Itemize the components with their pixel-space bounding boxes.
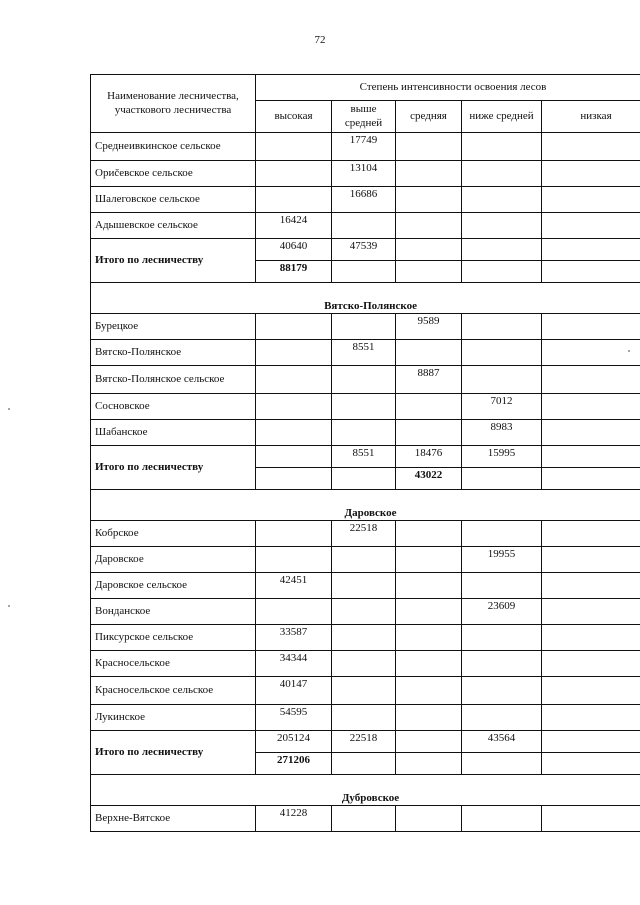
total-value-cell [396, 239, 462, 261]
total-value-cell [542, 239, 640, 261]
value-cell [462, 213, 542, 239]
value-cell: 16424 [256, 213, 332, 239]
section-row [91, 490, 640, 521]
empty-cell [396, 753, 462, 775]
forestry-name: Вонданское [91, 599, 256, 625]
forestry-name: Даровское сельское [91, 573, 256, 599]
value-cell [396, 573, 462, 599]
value-cell [542, 187, 640, 213]
scan-speck [8, 605, 10, 607]
value-cell [396, 677, 462, 705]
scan-speck [8, 408, 10, 410]
value-cell [332, 213, 396, 239]
total-value-cell [256, 446, 332, 468]
value-cell: 23609 [462, 599, 542, 625]
value-cell [332, 314, 396, 340]
value-cell [396, 213, 462, 239]
value-cell [256, 187, 332, 213]
table-row [91, 394, 640, 420]
forestry-name: Лукинское [91, 705, 256, 731]
value-cell [396, 394, 462, 420]
forestry-name: Шабанское [91, 420, 256, 446]
value-cell [542, 314, 640, 340]
value-cell [462, 651, 542, 677]
total-value-cell [462, 239, 542, 261]
grand-total-cell: 271206 [256, 753, 332, 775]
total-value-cell [542, 446, 640, 468]
total-value-cell: 47539 [332, 239, 396, 261]
value-cell [542, 547, 640, 573]
grand-total-cell: 43022 [396, 468, 462, 490]
value-cell: 40147 [256, 677, 332, 705]
section-row [91, 775, 640, 806]
value-cell [396, 420, 462, 446]
header-col-below-average: ниже средней [462, 101, 542, 133]
value-cell [462, 314, 542, 340]
table-row [91, 806, 640, 832]
value-cell [542, 366, 640, 394]
header-col-low: низкая [542, 101, 640, 133]
table-row [91, 420, 640, 446]
value-cell [256, 314, 332, 340]
value-cell [396, 340, 462, 366]
header-name-column: Наименование лесничества, участкового лесничества [91, 75, 256, 133]
table-row [91, 366, 640, 394]
total-label: Итого по лесничеству [91, 446, 256, 490]
table-row [91, 547, 640, 573]
table-row [91, 677, 640, 705]
total-value-cell: 205124 [256, 731, 332, 753]
value-cell [396, 547, 462, 573]
forestry-name: Пиксурское сельское [91, 625, 256, 651]
value-cell [256, 394, 332, 420]
forestry-name: Кобрское [91, 521, 256, 547]
forestry-name: Адышевское сельское [91, 213, 256, 239]
total-row [91, 239, 640, 261]
value-cell [462, 806, 542, 832]
value-cell [542, 651, 640, 677]
value-cell [542, 677, 640, 705]
value-cell: 41228 [256, 806, 332, 832]
forestry-name: Бурецкое [91, 314, 256, 340]
value-cell [462, 133, 542, 161]
value-cell: 19955 [462, 547, 542, 573]
empty-cell [542, 468, 640, 490]
value-cell [542, 806, 640, 832]
value-cell [332, 366, 396, 394]
value-cell [462, 573, 542, 599]
empty-cell [396, 261, 462, 283]
total-row [91, 446, 640, 468]
value-cell [396, 599, 462, 625]
value-cell [332, 420, 396, 446]
table-row [91, 314, 640, 340]
value-cell [256, 420, 332, 446]
empty-cell [462, 468, 542, 490]
forestry-name: Вятско-Полянское сельское [91, 366, 256, 394]
value-cell [256, 599, 332, 625]
value-cell [396, 625, 462, 651]
table-row [91, 521, 640, 547]
value-cell [462, 521, 542, 547]
value-cell: 33587 [256, 625, 332, 651]
value-cell: 8887 [396, 366, 462, 394]
value-cell [332, 547, 396, 573]
table-row [91, 651, 640, 677]
value-cell [256, 521, 332, 547]
empty-cell [332, 261, 396, 283]
empty-cell [462, 753, 542, 775]
forestry-name: Ориčевское сельское [91, 161, 256, 187]
value-cell: 7012 [462, 394, 542, 420]
value-cell [542, 705, 640, 731]
value-cell [396, 705, 462, 731]
table-row [91, 625, 640, 651]
value-cell: 42451 [256, 573, 332, 599]
total-value-cell: 22518 [332, 731, 396, 753]
forestry-name: Красносельское [91, 651, 256, 677]
total-label: Итого по лесничеству [91, 731, 256, 775]
forestry-name: Среднеивкинское сельское [91, 133, 256, 161]
value-cell: 8983 [462, 420, 542, 446]
value-cell [462, 340, 542, 366]
value-cell: 54595 [256, 705, 332, 731]
section-row [91, 283, 640, 314]
value-cell [256, 340, 332, 366]
forestry-name: Верхне-Вятское [91, 806, 256, 832]
forestry-name: Вятско-Полянское [91, 340, 256, 366]
value-cell: 17749 [332, 133, 396, 161]
forestry-name: Даровское [91, 547, 256, 573]
empty-cell [542, 753, 640, 775]
value-cell [396, 521, 462, 547]
empty-cell [256, 468, 332, 490]
value-cell [332, 705, 396, 731]
value-cell [396, 651, 462, 677]
value-cell [396, 161, 462, 187]
value-cell [542, 420, 640, 446]
value-cell [396, 187, 462, 213]
empty-cell [462, 261, 542, 283]
value-cell [332, 394, 396, 420]
empty-cell [332, 753, 396, 775]
value-cell [256, 547, 332, 573]
total-value-cell [396, 731, 462, 753]
header-col-above-average: выше средней [332, 101, 396, 133]
value-cell [542, 340, 640, 366]
total-value-cell: 43564 [462, 731, 542, 753]
forest-intensity-table [90, 74, 640, 832]
value-cell [396, 133, 462, 161]
total-label: Итого по лесничеству [91, 239, 256, 283]
value-cell [542, 573, 640, 599]
table-row [91, 161, 640, 187]
total-value-cell: 15995 [462, 446, 542, 468]
value-cell [462, 677, 542, 705]
grand-total-cell: 88179 [256, 261, 332, 283]
table-row [91, 599, 640, 625]
total-value-cell: 18476 [396, 446, 462, 468]
header-intensity-group: Степень интенсивности освоения лесов [256, 75, 640, 101]
value-cell [256, 133, 332, 161]
total-value-cell: 8551 [332, 446, 396, 468]
total-value-cell: 40640 [256, 239, 332, 261]
value-cell: 16686 [332, 187, 396, 213]
empty-cell [332, 468, 396, 490]
value-cell [462, 625, 542, 651]
value-cell [542, 213, 640, 239]
value-cell: 8551 [332, 340, 396, 366]
value-cell [332, 651, 396, 677]
value-cell [542, 394, 640, 420]
value-cell [256, 161, 332, 187]
table-row [91, 705, 640, 731]
value-cell [332, 625, 396, 651]
value-cell [332, 599, 396, 625]
value-cell: 13104 [332, 161, 396, 187]
table-row [91, 213, 640, 239]
value-cell: 9589 [396, 314, 462, 340]
forestry-name: Шалеговское сельское [91, 187, 256, 213]
table-row [91, 573, 640, 599]
value-cell [542, 133, 640, 161]
page-number: 72 [314, 34, 326, 46]
value-cell [462, 366, 542, 394]
total-value-cell [542, 731, 640, 753]
value-cell: 22518 [332, 521, 396, 547]
value-cell [332, 677, 396, 705]
forestry-name: Красносельское сельское [91, 677, 256, 705]
value-cell [462, 161, 542, 187]
value-cell [542, 625, 640, 651]
value-cell [396, 806, 462, 832]
header-col-high: высокая [256, 101, 332, 133]
value-cell [542, 521, 640, 547]
value-cell [542, 161, 640, 187]
section-title: Дубровское [91, 775, 640, 806]
table-row [91, 133, 640, 161]
section-title: Вятско-Полянское [91, 283, 640, 314]
total-row [91, 731, 640, 753]
header-col-average: средняя [396, 101, 462, 133]
value-cell [332, 806, 396, 832]
scan-speck [628, 350, 630, 352]
value-cell [462, 187, 542, 213]
value-cell [256, 366, 332, 394]
table-row [91, 340, 640, 366]
value-cell [462, 705, 542, 731]
section-title: Даровское [91, 490, 640, 521]
table-row [91, 187, 640, 213]
value-cell: 34344 [256, 651, 332, 677]
value-cell [542, 599, 640, 625]
empty-cell [542, 261, 640, 283]
forestry-name: Сосновское [91, 394, 256, 420]
value-cell [332, 573, 396, 599]
